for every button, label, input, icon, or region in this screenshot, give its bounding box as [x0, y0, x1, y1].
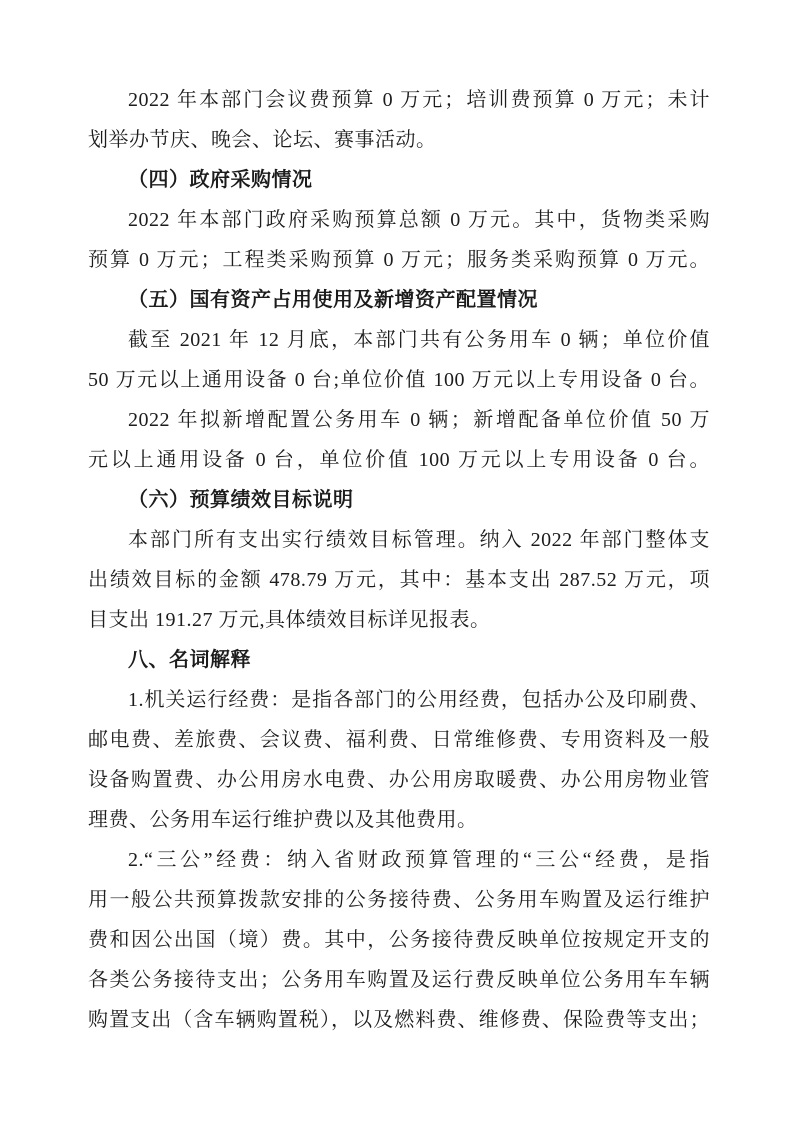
paragraph-line: 目支出 191.27 万元,具体绩效目标详见报表。 — [88, 609, 491, 631]
paragraph-line: 设备购置费、办公用房水电费、办公用房取暖费、办公用房物业管 — [88, 769, 710, 791]
section-heading-8: 八、名词解释 — [128, 649, 251, 671]
paragraph-line: 元以上通用设备 0 台，单位价值 100 万元以上专用设备 0 台。 — [88, 449, 710, 471]
section-heading-5: （五）国有资产占用使用及新增资产配置情况 — [128, 289, 538, 311]
paragraph-line: 用一般公共预算拨款安排的公务接待费、公务用车购置及运行维护 — [88, 889, 710, 911]
paragraph-line: 购置支出（含车辆购置税），以及燃料费、维修费、保险费等支出； — [88, 1009, 710, 1031]
paragraph-line: 本部门所有支出实行绩效目标管理。纳入 2022 年部门整体支 — [128, 529, 710, 551]
paragraph-line: 预算 0 万元；工程类采购预算 0 万元；服务类采购预算 0 万元。 — [88, 249, 710, 271]
paragraph-line: 2.“三公”经费：纳入省财政预算管理的“三公“经费，是指 — [128, 849, 710, 871]
paragraph-line: 邮电费、差旅费、会议费、福利费、日常维修费、专用资料及一般 — [88, 729, 710, 751]
paragraph-line: 50 万元以上通用设备 0 台;单位价值 100 万元以上专用设备 0 台。 — [88, 369, 710, 391]
paragraph-line: 截至 2021 年 12 月底，本部门共有公务用车 0 辆；单位价值 — [128, 329, 710, 351]
paragraph-line: 划举办节庆、晚会、论坛、赛事活动。 — [88, 129, 437, 151]
paragraph-line: 理费、公务用车运行维护费以及其他费用。 — [88, 809, 478, 831]
paragraph-line: 1.机关运行经费：是指各部门的公用经费，包括办公及印刷费、 — [128, 689, 710, 711]
section-heading-6: （六）预算绩效目标说明 — [128, 489, 354, 511]
paragraph-line: 出绩效目标的金额 478.79 万元，其中：基本支出 287.52 万元，项 — [88, 569, 710, 591]
paragraph-line: 2022 年拟新增配置公务用车 0 辆；新增配备单位价值 50 万 — [128, 409, 710, 431]
paragraph-line: 各类公务接待支出；公务用车购置及运行费反映单位公务用车车辆 — [88, 969, 710, 991]
paragraph-line: 2022 年本部门政府采购预算总额 0 万元。其中，货物类采购 — [128, 209, 710, 231]
section-heading-4: （四）政府采购情况 — [128, 169, 313, 191]
paragraph-line: 费和因公出国（境）费。其中，公务接待费反映单位按规定开支的 — [88, 929, 710, 951]
paragraph-line: 2022 年本部门会议费预算 0 万元；培训费预算 0 万元；未计 — [128, 89, 710, 111]
